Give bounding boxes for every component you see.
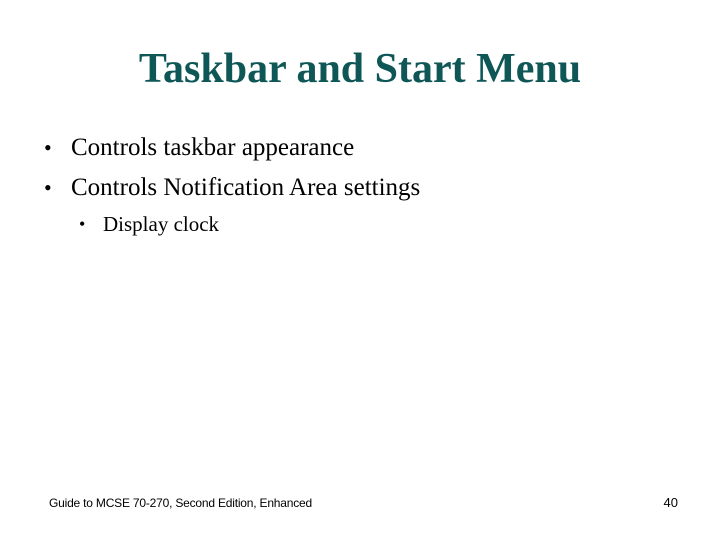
bullet-text: Controls Notification Area settings <box>71 174 421 201</box>
bullet-icon: • <box>44 175 52 200</box>
bullet-text: Controls taskbar appearance <box>71 134 355 161</box>
bullet-icon: • <box>44 135 52 160</box>
slide-title: Taskbar and Start Menu <box>138 46 582 92</box>
sub-bullet-text: Display clock <box>103 212 220 236</box>
page-number: 40 <box>663 495 678 510</box>
footer-caption: Guide to MCSE 70-270, Second Edition, Enhanced <box>49 496 312 510</box>
sub-bullet-icon: • <box>79 214 86 234</box>
